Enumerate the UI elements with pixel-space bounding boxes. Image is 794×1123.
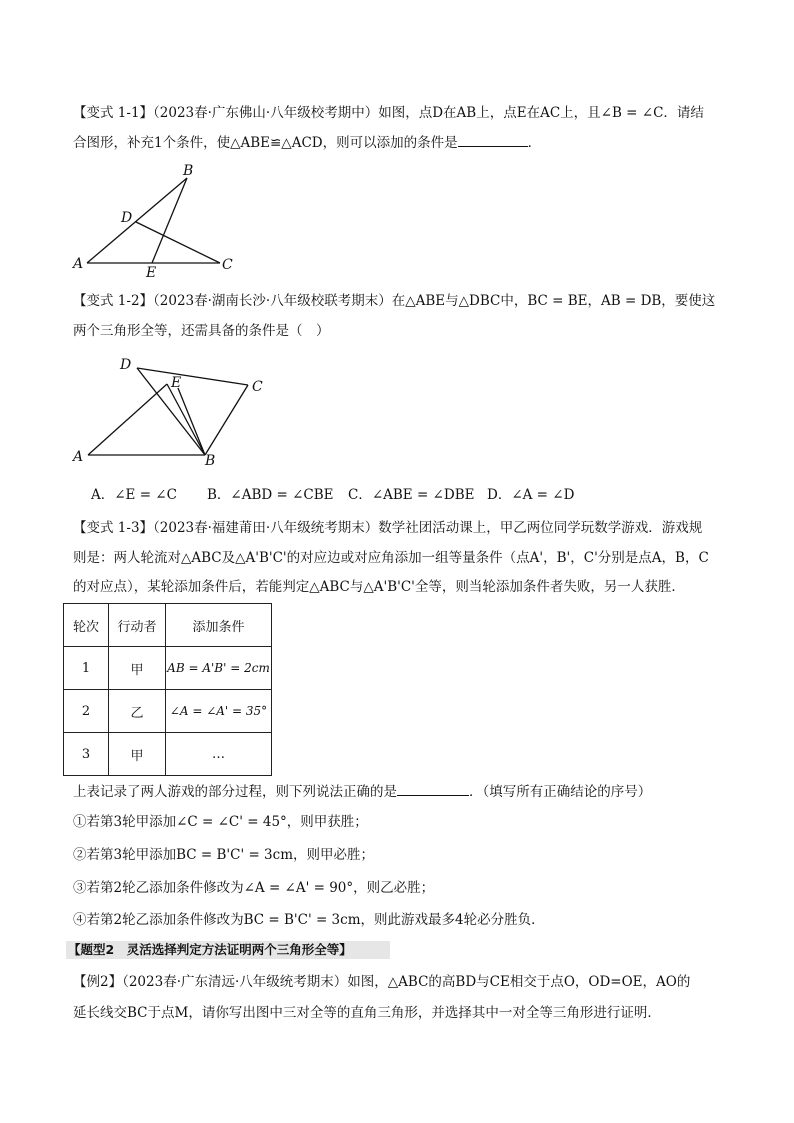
variant-1-1-line-2-end: ． [527,135,542,151]
point-label-A2: A [73,449,84,465]
variant-1-3-question-text: 上表记录了两人游戏的部分过程，则下列说法正确的是 [73,784,397,800]
table-cell: 1 [64,647,109,690]
table-cell: 2 [64,690,109,733]
table-cell: … [166,733,272,776]
point-label-E2: E [171,375,182,391]
option-d[interactable]: D．∠A = ∠D [487,487,575,503]
variant-1-3-line-1: 【变式 1-3】（2023春·福建莆田·八年级统考期末）数学社团活动课上，甲乙两位同学玩数学游戏．游戏规 [73,520,703,536]
game-table [63,603,272,776]
table-header-cell: 行动者 [109,604,166,647]
variant-1-3-question [73,781,651,802]
point-label-E: E [146,265,157,281]
variant-1-1-line-2-text: 合图形，补充1个条件，使△ABE≌△ACD，则可以添加的条件是 [73,135,458,151]
section-tag: 【题型2 灵活选择判定方法证明两个三角形全等】 [66,941,390,959]
variant-1-2-line-2: 两个三角形全等，还需具备的条件是（ ） [73,323,330,339]
point-label-C: C [222,257,233,273]
point-label-B2: B [205,453,216,469]
table-header-row [64,604,272,647]
option-c[interactable]: C．∠ABE = ∠DBE [348,487,475,503]
statement-4: ④若第2轮乙添加条件修改为BC = B'C' = 3cm，则此游戏最多4轮必分胜负． [73,912,545,928]
option-b[interactable]: B．∠ABD = ∠CBE [207,487,334,503]
point-label-B: B [183,163,194,179]
table-header-cell: 轮次 [64,604,109,647]
point-label-D: D [121,210,133,226]
point-label-D2: D [120,357,132,373]
table-cell: 乙 [109,690,166,733]
table-cell: 甲 [109,647,166,690]
table-cell: ∠A = ∠A' = 35° [166,690,272,733]
example-2-line-1: 【例2】（2023春·广东清远·八年级统考期末）如图，△ABC的高BD与CE相交于点O，OD=OE，AO的 [73,974,691,990]
table-row [64,690,272,733]
statement-3: ③若第2轮乙添加条件修改为∠A = ∠A' = 90°，则乙必胜； [73,880,435,896]
table-cell: 甲 [109,733,166,776]
table-cell: 3 [64,733,109,776]
variant-1-3-question-end: ．（填写所有正确结论的序号） [469,784,652,800]
variant-1-1-line-1: 【变式 1-1】（2023春·广东佛山·八年级校考期中）如图，点D在AB上，点E在AC上，且∠B = ∠C．请结 [73,105,704,121]
variant-1-3-line-2: 则是：两人轮流对△ABC及△A'B'C'的对应边或对应角添加一组等量条件（点A'，B'，C'分别是点A，B，C [73,550,709,566]
variant-1-3-line-3: 的对应点），某轮添加条件后，若能判定△ABC与△A'B'C'全等，则当轮添加条件者失败，另一人获胜． [73,579,685,595]
table-header-cell: 添加条件 [166,604,272,647]
answer-blank-2[interactable] [397,781,469,796]
example-2-line-2: 延长线交BC于点M，请你写出图中三对全等的直角三角形，并选择其中一对全等三角形进行证明． [73,1005,661,1021]
table-row [64,733,272,776]
variant-1-2-line-1: 【变式 1-2】（2023春·湖南长沙·八年级校联考期末）在△ABE与△DBC中，BC = BE，AB = DB，要使这 [73,293,716,309]
point-label-C2: C [252,379,263,395]
statement-2: ②若第3轮甲添加BC = B'C' = 3cm，则甲必胜； [73,847,375,863]
table-cell: AB = A'B' = 2cm [166,647,272,690]
point-label-A: A [73,256,84,272]
table-row [64,647,272,690]
option-a[interactable]: A．∠E = ∠C [91,487,177,503]
statement-1: ①若第3轮甲添加∠C = ∠C' = 45°，则甲获胜； [73,814,368,830]
